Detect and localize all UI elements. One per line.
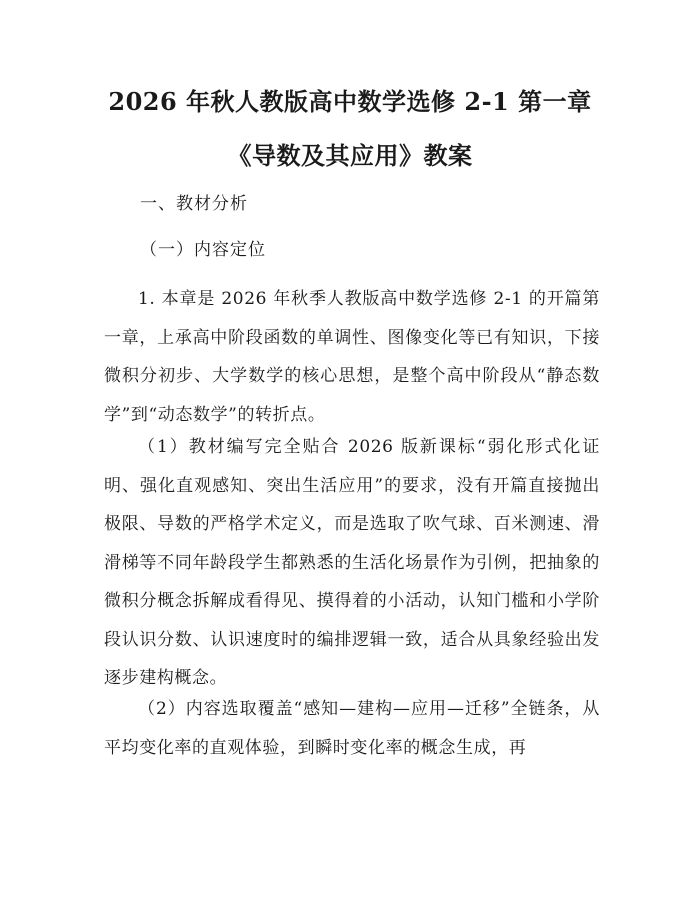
paragraph-1: 1. 本章是 2026 年秋季人教版高中数学选修 2-1 的开篇第一章，上承高中阶段函数的单调性、图像变化等已有知识，下接微积分初步、大学数学的核心思想，是整个高中阶段从“静态数学”到“动态数学”的转折点。 (104, 289, 600, 425)
subsection-heading: （一）内容定位 (140, 240, 266, 260)
paragraph-2: （1）教材编写完全贴合 2026 版新课标“弱化形式化证明、强化直观感知、突出生活应用”的要求，没有开篇直接抛出极限、导数的严格学术定义，而是选取了吹气球、百米测速、滑滑梯等不同年龄段学生都熟悉的生活化场景作为引例，把抽象的微积分概念拆解成看得见、摸得着的小活动，认知门槛和小学阶段认识分数、认识速度时的编排逻辑一致，适合从具象经验出发逐步建构概念。 (104, 437, 600, 688)
document-title-line-2: 《导数及其应用》教案 (227, 141, 473, 170)
section-heading: 一、教材分析 (140, 194, 248, 214)
paragraph-3: （2）内容选取覆盖“感知—建构—应用—迁移”全链条，从平均变化率的直观体验，到瞬时变化率的概念生成，再 (104, 699, 600, 758)
document-title-line-1: 2026 年秋人教版高中数学选修 2-1 第一章 (108, 87, 592, 116)
